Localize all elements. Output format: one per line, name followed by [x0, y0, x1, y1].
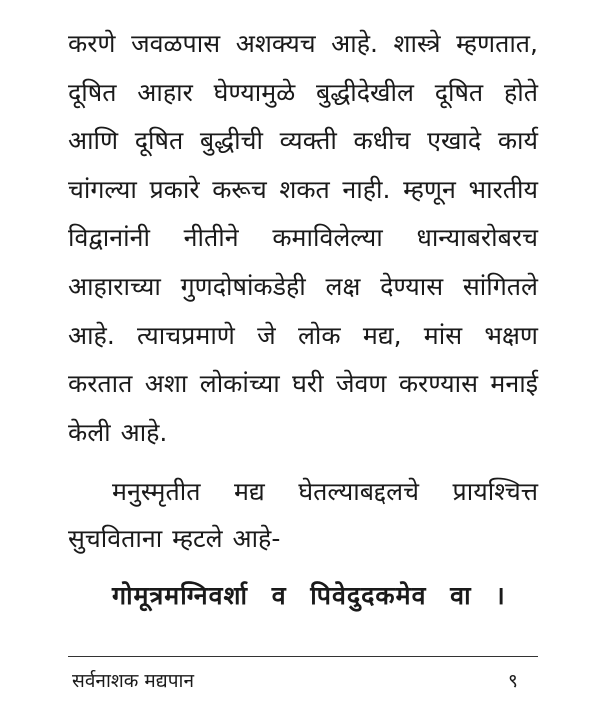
body-paragraph-1: करणे जवळपास अशक्यच आहे. शास्त्रे म्हणतात, दूषित आहार घेण्यामुळे बुद्धीदेखील दूषित होते आणि दूषित बुद्धीची व्यक्ती कधीच एखादे कार्य चांगल्या प्रकारे करूच शकत नाही. म्हणून भारतीय विद्वानांनी नीतीने कमाविलेल्या धान्याबरोबरच आहाराच्या गुणदोषांकडेही लक्ष देण्यास सांगितले आहे. त्याचप्रमाणे जे लोक मद्य, मांस भक्षण करतात अशा लोकांच्या घरी जेवण करण्यास मनाई केली आहे.: [68, 29, 538, 447]
footer-divider: [68, 656, 538, 657]
footer-book-title: सर्वनाशक मद्यपान: [72, 670, 195, 692]
page-number: ९: [508, 670, 518, 692]
sanskrit-verse: गोमूत्रमग्निवर्शा व पिवेदुदकमेव वा ।: [112, 581, 506, 610]
body-paragraph-2: मनुस्मृतीत मद्य घेतल्याबद्दलचे प्रायश्चित्त सुचविताना म्हटले आहे-: [68, 477, 538, 553]
